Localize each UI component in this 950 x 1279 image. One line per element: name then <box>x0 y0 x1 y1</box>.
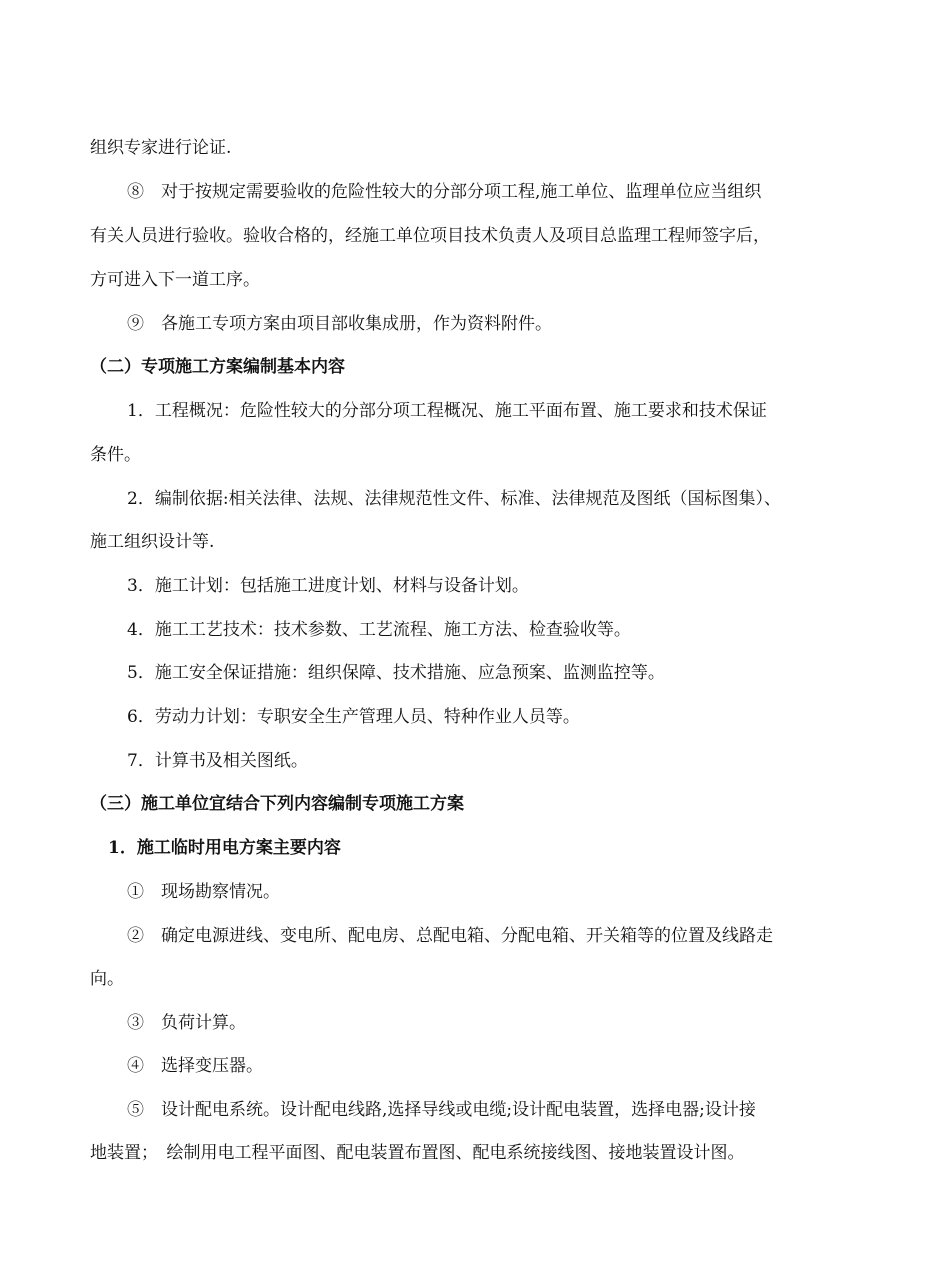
text-line: 1．工程概况：危险性较大的分部分项工程概况、施工平面布置、施工要求和技术保证 <box>127 401 767 421</box>
text-line: ⑤ 设计配电系统。设计配电线路,选择导线或电缆;设计配电装置，选择电器;设计接 <box>127 1100 756 1120</box>
text-line: 5．施工安全保证措施：组织保障、技术措施、应急预案、监测监控等。 <box>127 663 665 683</box>
text-line: 向。 <box>90 969 124 989</box>
text-line: 4．施工工艺技术：技术参数、工艺流程、施工方法、检查验收等。 <box>127 620 631 640</box>
text-line: 6．劳动力计划：专职安全生产管理人员、特种作业人员等。 <box>127 707 580 727</box>
text-line: ⑨ 各施工专项方案由项目部收集成册，作为资料附件。 <box>127 314 552 334</box>
text-line: 7．计算书及相关图纸。 <box>127 751 308 771</box>
text-line: ① 现场勘察情况。 <box>127 882 280 902</box>
subsection-heading: 1．施工临时用电方案主要内容 <box>108 838 341 858</box>
section-heading: （三）施工单位宜结合下列内容编制专项施工方案 <box>90 794 464 814</box>
text-line: 方可进入下一道工序。 <box>90 270 260 290</box>
text-line: 组织专家进行论证. <box>90 138 232 158</box>
text-line: 施工组织设计等. <box>90 532 215 552</box>
text-line: ③ 负荷计算。 <box>127 1013 246 1033</box>
text-line: 3．施工计划：包括施工进度计划、材料与设备计划。 <box>127 576 529 596</box>
text-line: ④ 选择变压器。 <box>127 1056 263 1076</box>
text-line: 地装置； 绘制用电工程平面图、配电装置布置图、配电系统接线图、接地装置设计图。 <box>90 1143 745 1163</box>
text-line: 条件。 <box>90 445 141 465</box>
text-line: ② 确定电源进线、变电所、配电房、总配电箱、分配电箱、开关箱等的位置及线路走 <box>127 926 773 946</box>
text-line: 2．编制依据:相关法律、法规、法律规范性文件、标准、法律规范及图纸（国标图集）、 <box>127 489 782 509</box>
text-line: ⑧ 对于按规定需要验收的危险性较大的分部分项工程,施工单位、监理单位应当组织 <box>127 182 762 202</box>
section-heading: （二）专项施工方案编制基本内容 <box>90 357 345 377</box>
text-line: 有关人员进行验收。验收合格的，经施工单位项目技术负责人及项目总监理工程师签字后， <box>90 226 770 246</box>
